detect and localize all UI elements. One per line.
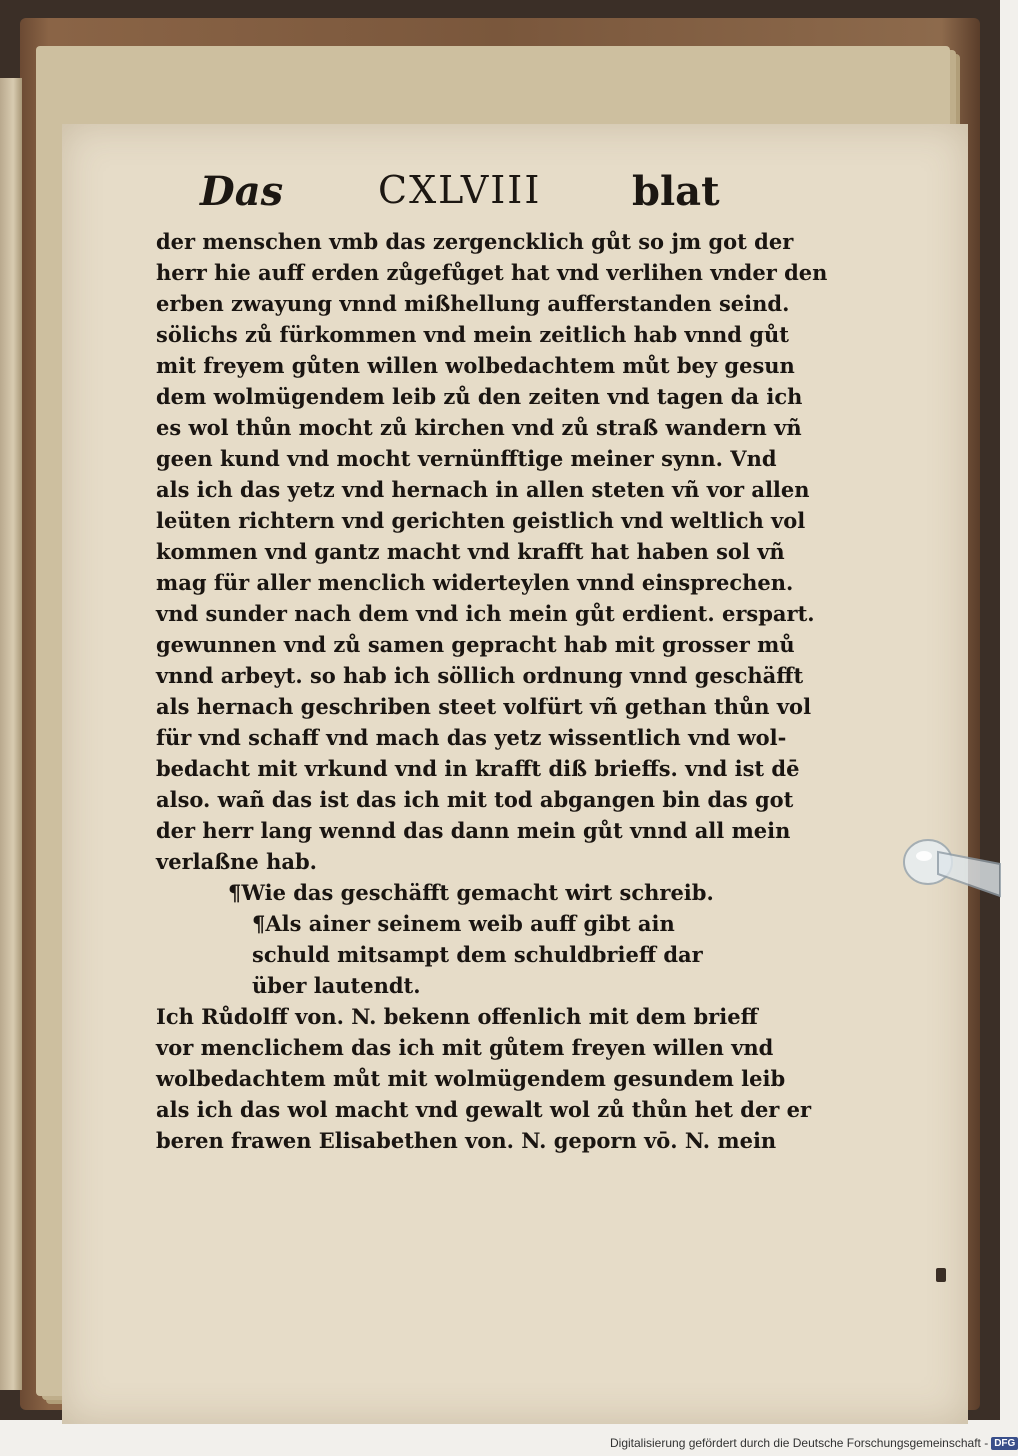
text-line: dem wolmügendem leib zů den zeiten vnd tagen da ich [156,384,803,409]
section-heading-line: schuld mitsampt dem schuldbrieff dar [252,942,703,967]
text-line: mag für aller menclich widerteylen vnnd einsprechen. [156,570,794,595]
dfg-logo: DFG [991,1437,1018,1450]
text-line: leüten richtern vnd gerichten geistlich vnd weltlich vol [156,508,806,533]
text-line: sölichs zů fürkommen vnd mein zeitlich hab vnnd gůt [156,322,789,347]
text-line: beren frawen Elisabethen von. N. geporn vō. N. mein [156,1128,777,1153]
text-line: mit freyem gůten willen wolbedachtem můt bey gesun [156,353,795,378]
text-line: der menschen vmb das zergencklich gůt so jm got der [156,229,794,254]
section-heading-line [156,877,776,908]
text-line: erben zwayung vnnd mißhellung aufferstanden seind. [156,291,790,316]
text-line: also. wañ das ist das ich mit tod abgangen bin das got [156,787,794,812]
page-mark [936,1268,946,1282]
text-line: vnnd arbeyt. so hab ich söllich ordnung vnnd geschäfft [156,663,804,688]
text-line: geen kund vnd mocht vernünfftige meiner synn. Vnd [156,446,777,471]
section-heading-text: Als ainer seinem weib auff gibt ain [265,911,675,936]
text-line: es wol thůn mocht zů kirchen vnd zů straß wandern vñ [156,415,802,440]
folio-number: CXLVIII [378,168,542,212]
text-line: der herr lang wennd das dann mein gůt vnnd all mein [156,818,791,843]
paragraph-mark: ¶ [252,911,266,936]
body-text [156,226,828,1156]
section-heading-line: über lautendt. [252,973,421,998]
text-line: verlaßne hab. [156,849,317,874]
footer-credit [610,1436,1016,1454]
text-line: herr hie auff erden zůgefůget hat vnd verlihen vnder den [156,260,828,285]
running-head-left: Das [200,168,284,215]
text-line: für vnd schaff vnd mach das yetz wissentlich vnd wol- [156,725,787,750]
running-head-right: blat [632,168,720,215]
glass-page-weight [898,822,1000,908]
text-line: als ich das yetz vnd hernach in allen steten vñ vor allen [156,477,810,502]
footer-credit-text: Digitalisierung gefördert durch die Deutsche Forschungsgemeinschaft - [610,1436,989,1450]
text-line: vnd sunder nach dem vnd ich mein gůt erdient. erspart. [156,601,815,626]
running-head [200,168,720,218]
text-line: bedacht mit vrkund vnd in krafft diß brieffs. vnd ist dē [156,756,800,781]
text-line: wolbedachtem můt mit wolmügendem gesundem leib [156,1066,786,1091]
section-heading-text: Wie das geschäfft gemacht wirt schreib. [241,880,714,905]
text-line: als hernach geschriben steet volfürt vñ gethan thůn vol [156,694,812,719]
text-line: Ich Růdolff von. N. bekenn offenlich mit dem brieff [156,1004,758,1029]
facing-page-edge [0,78,22,1390]
text-line: kommen vnd gantz macht vnd krafft hat haben sol vñ [156,539,785,564]
paragraph-mark: ¶ [228,880,242,905]
text-line: vor menclichem das ich mit gůtem freyen willen vnd [156,1035,774,1060]
text-line: als ich das wol macht vnd gewalt wol zů thůn het der er [156,1097,812,1122]
section-heading-line [156,908,776,939]
text-line: gewunnen vnd zů samen gepracht hab mit grosser mů [156,632,795,657]
